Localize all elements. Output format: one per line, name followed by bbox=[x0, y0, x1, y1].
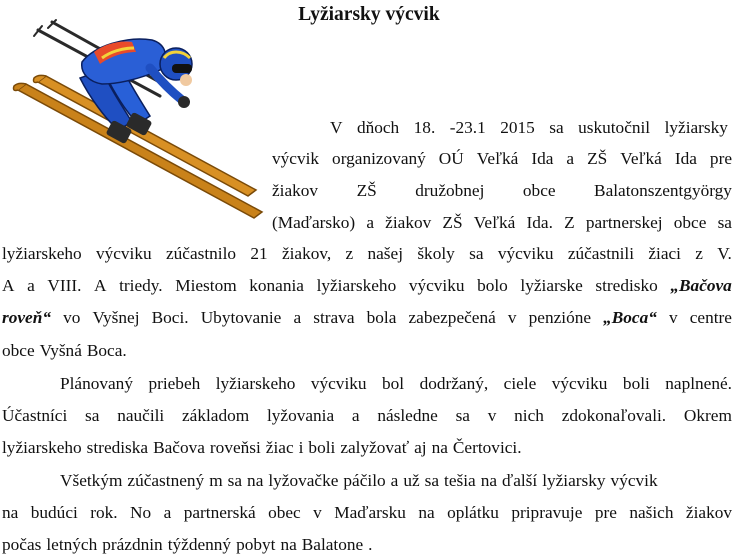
word: Vyšnej bbox=[92, 308, 140, 327]
text-line bbox=[2, 405, 732, 427]
word: Všetkým bbox=[60, 471, 123, 490]
word: páčilo bbox=[343, 471, 386, 490]
word: už bbox=[403, 471, 420, 490]
word: A bbox=[2, 276, 15, 295]
page-title: Lyžiarsky výcvik bbox=[298, 4, 440, 25]
word: lyžiarskeho bbox=[2, 438, 82, 457]
word: aj bbox=[414, 438, 427, 457]
word: VIII. bbox=[47, 276, 82, 295]
word: družobnej bbox=[415, 181, 485, 200]
word: na bbox=[418, 503, 435, 522]
word: zdokonaľovali. bbox=[561, 406, 667, 425]
word: Balatone bbox=[301, 535, 364, 554]
word: naučili bbox=[117, 406, 165, 425]
word: obce bbox=[2, 341, 35, 360]
word: zúčastnený bbox=[127, 471, 205, 490]
word: na bbox=[280, 535, 297, 554]
word: počas bbox=[2, 535, 42, 554]
word: Boci. bbox=[151, 308, 189, 327]
word: V bbox=[330, 118, 343, 137]
word: z bbox=[695, 244, 703, 263]
word: v bbox=[487, 406, 497, 425]
word: „Boca“ bbox=[603, 308, 657, 327]
word: v bbox=[507, 308, 517, 327]
word: bolo bbox=[477, 276, 508, 295]
word: Maďarsku bbox=[334, 503, 406, 522]
word: žiac bbox=[265, 438, 294, 457]
word: výcvik bbox=[610, 471, 658, 490]
word: No bbox=[130, 503, 152, 522]
word: dňoch bbox=[356, 118, 400, 137]
word: lyžiarsky bbox=[542, 471, 606, 490]
word: ZŠ bbox=[356, 181, 377, 200]
word: konania bbox=[249, 276, 304, 295]
word: školy bbox=[417, 244, 455, 263]
word: pre bbox=[594, 503, 617, 522]
word: zalyžovať bbox=[340, 438, 410, 457]
word: tešia bbox=[444, 471, 476, 490]
word: na bbox=[480, 471, 498, 490]
word: lyžovačke bbox=[268, 471, 339, 490]
word: organizovaný bbox=[332, 149, 426, 168]
word: na bbox=[247, 471, 264, 490]
word: zúčastnili bbox=[567, 244, 635, 263]
word: ciele bbox=[503, 374, 537, 393]
text-line bbox=[272, 148, 732, 170]
word: boli bbox=[622, 374, 650, 393]
word: lyžiarskeho bbox=[316, 276, 397, 295]
text-line bbox=[2, 437, 732, 459]
word: -23.1 bbox=[449, 118, 486, 137]
word: sa bbox=[85, 406, 100, 425]
word: OÚ bbox=[438, 149, 464, 168]
word: z bbox=[345, 244, 354, 263]
word: sa bbox=[424, 471, 440, 490]
word: Ida bbox=[531, 149, 554, 168]
text-line bbox=[2, 534, 432, 556]
word: sa bbox=[717, 213, 732, 232]
word: pripravuje bbox=[511, 503, 583, 522]
word: žiakov bbox=[385, 213, 432, 232]
word: 2015 bbox=[500, 118, 535, 137]
word: obce bbox=[522, 181, 556, 200]
word: centre bbox=[689, 308, 732, 327]
word: lyžiarskeho bbox=[2, 244, 82, 263]
word: výcviku bbox=[497, 244, 554, 263]
word: (Maďarsko) bbox=[272, 213, 356, 232]
word: sa bbox=[455, 406, 470, 425]
word: obce bbox=[673, 213, 707, 232]
word: na bbox=[2, 503, 19, 522]
word: výcvik bbox=[272, 149, 320, 168]
word: bola bbox=[366, 308, 397, 327]
text-line bbox=[60, 470, 722, 492]
word: nich bbox=[514, 406, 544, 425]
word: Miestom bbox=[175, 276, 237, 295]
word: vo bbox=[63, 308, 81, 327]
text-line bbox=[2, 502, 732, 524]
word: v bbox=[313, 503, 322, 522]
word: 21 bbox=[250, 244, 268, 263]
word: Ida bbox=[674, 149, 697, 168]
word: a bbox=[566, 149, 575, 168]
word: rok. bbox=[90, 503, 118, 522]
word: sa bbox=[227, 471, 243, 490]
word: následne bbox=[377, 406, 438, 425]
word: zabezpečená bbox=[408, 308, 496, 327]
word: Ida. bbox=[526, 213, 553, 232]
word: penzióne bbox=[528, 308, 592, 327]
word: roveňsi bbox=[209, 438, 261, 457]
word: bol bbox=[382, 374, 405, 393]
word: a bbox=[163, 503, 172, 522]
word: zúčastnilo bbox=[165, 244, 237, 263]
word: výcviku bbox=[310, 374, 367, 393]
word: a bbox=[293, 308, 302, 327]
word: základom bbox=[182, 406, 250, 425]
word: stredisko bbox=[595, 276, 658, 295]
word: sa bbox=[549, 118, 564, 137]
word: a bbox=[27, 276, 35, 295]
word: ZŠ bbox=[587, 149, 608, 168]
word: partnerská bbox=[183, 503, 256, 522]
word: Čertovici. bbox=[452, 438, 522, 457]
word: Boca. bbox=[86, 341, 127, 360]
word: uskutočnil bbox=[578, 118, 651, 137]
word: ďalší bbox=[502, 471, 538, 490]
word: i bbox=[298, 438, 304, 457]
word: žiakov, bbox=[281, 244, 332, 263]
word: boli bbox=[308, 438, 336, 457]
word: ZŠ bbox=[442, 213, 463, 232]
word: prázdnin bbox=[102, 535, 163, 554]
word: pobyt bbox=[236, 535, 276, 554]
word: Plánovaný bbox=[60, 374, 133, 393]
text-line bbox=[2, 275, 732, 297]
word: lyžiarske bbox=[520, 276, 583, 295]
word: žiakov bbox=[685, 503, 732, 522]
word: žiakov bbox=[272, 181, 319, 200]
text-line bbox=[330, 117, 728, 139]
word: sa bbox=[469, 244, 484, 263]
word: strava bbox=[313, 308, 355, 327]
text-line bbox=[2, 340, 302, 362]
word: Veľká bbox=[476, 149, 519, 168]
word: partnerskej bbox=[585, 213, 663, 232]
word: výcviku bbox=[95, 244, 152, 263]
word: Veľká bbox=[620, 149, 662, 168]
word: Ubytovanie bbox=[200, 308, 282, 327]
text-line bbox=[272, 180, 732, 202]
word: m bbox=[209, 471, 223, 490]
word: našej bbox=[367, 244, 404, 263]
word: lyžiarskeho bbox=[215, 374, 296, 393]
word: Z bbox=[564, 213, 575, 232]
word: žiaci bbox=[648, 244, 681, 263]
word: výcviku bbox=[408, 276, 465, 295]
text-line bbox=[2, 243, 732, 265]
word: strediska bbox=[86, 438, 149, 457]
word: v bbox=[669, 308, 678, 327]
word: roveň“ bbox=[2, 308, 51, 327]
text-line bbox=[272, 212, 732, 234]
word: lyžiarsky bbox=[664, 118, 728, 137]
word: výcviku bbox=[551, 374, 608, 393]
word: Okrem bbox=[683, 406, 732, 425]
word: dodržaný, bbox=[419, 374, 489, 393]
word: „Bačova bbox=[670, 276, 732, 295]
word: A bbox=[94, 276, 107, 295]
word: obec bbox=[268, 503, 301, 522]
word: Veľká bbox=[473, 213, 516, 232]
word: pre bbox=[709, 149, 732, 168]
word: našich bbox=[629, 503, 674, 522]
word: a bbox=[390, 471, 399, 490]
word: naplnené. bbox=[665, 374, 732, 393]
word: letných bbox=[46, 535, 98, 554]
word: triedy. bbox=[119, 276, 163, 295]
word: priebeh bbox=[148, 374, 201, 393]
word: oplátku bbox=[447, 503, 499, 522]
word: V. bbox=[717, 244, 732, 263]
word: Balatonszentgyörgy bbox=[594, 181, 732, 200]
text-line bbox=[60, 373, 732, 395]
word: . bbox=[368, 535, 373, 554]
word: týždenný bbox=[167, 535, 232, 554]
skier-illustration bbox=[10, 18, 270, 223]
word: na bbox=[431, 438, 448, 457]
word: Bačova bbox=[153, 438, 205, 457]
word: 18. bbox=[413, 118, 436, 137]
word: Vyšná bbox=[39, 341, 82, 360]
word: lyžovania bbox=[266, 406, 335, 425]
word: Účastníci bbox=[2, 406, 68, 425]
word: budúci bbox=[30, 503, 78, 522]
word: a bbox=[366, 213, 374, 232]
text-line bbox=[2, 307, 732, 329]
word: a bbox=[351, 406, 360, 425]
